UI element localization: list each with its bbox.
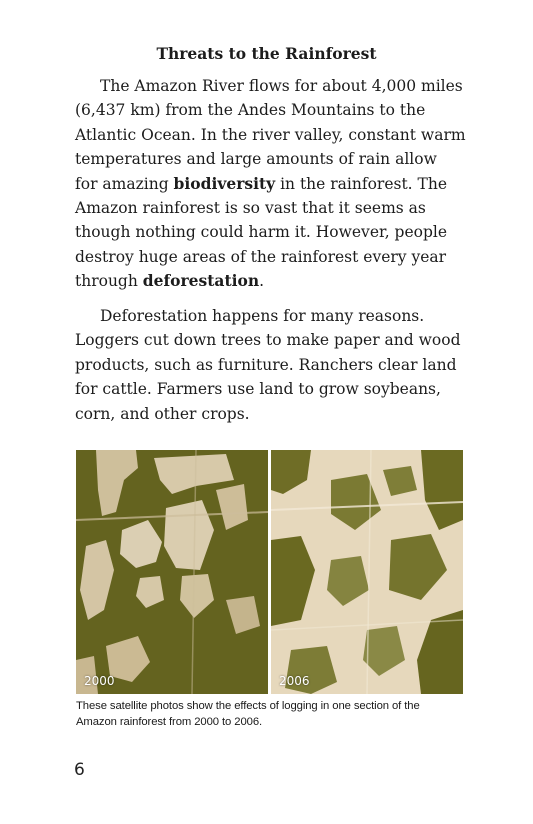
satellite-image-2006-icon xyxy=(271,450,463,694)
paragraph-line: for cattle. Farmers use land to grow soybeans, xyxy=(75,380,441,399)
paragraph-line: corn, and other crops. xyxy=(75,404,250,423)
caption-line: Amazon rainforest from 2000 to 2006. xyxy=(76,716,263,728)
paragraph-line: temperatures and large amounts of rain allow xyxy=(75,150,437,169)
paragraph-1 xyxy=(75,74,475,294)
satellite-photo-2006 xyxy=(271,450,463,694)
page-title: Threats to the Rainforest xyxy=(156,44,377,63)
paragraph-line: though nothing could harm it. However, people xyxy=(75,223,448,242)
paragraph-line: Atlantic Ocean. In the river valley, constant warm xyxy=(75,125,466,144)
paragraph-line: The Amazon River flows for about 4,000 miles xyxy=(100,77,463,95)
satellite-photo-2000 xyxy=(76,450,268,694)
term-biodiversity: biodiversity xyxy=(173,173,276,193)
paragraph-line: products, such as furniture. Ranchers clear land xyxy=(75,355,457,374)
paragraph-line: Deforestation happens for many reasons. xyxy=(100,307,425,325)
paragraph-2 xyxy=(75,304,475,426)
paragraph-line: Loggers cut down trees to make paper and wood xyxy=(75,331,461,350)
satellite-photo-figure xyxy=(76,450,463,694)
term-deforestation: deforestation xyxy=(142,271,260,291)
paragraph-line: through deforestation. xyxy=(75,271,265,291)
paragraph-line: (6,437 km) from the Andes Mountains to the xyxy=(75,101,426,120)
figure-caption xyxy=(76,698,466,730)
photo-year-label: 2000 xyxy=(84,674,115,688)
caption-line: These satellite photos show the effects of logging in one section of the xyxy=(76,700,420,712)
paragraph-line: for amazing biodiversity in the rainforest. The xyxy=(75,173,448,193)
page-number: 6 xyxy=(74,760,85,780)
paragraph-line: destroy huge areas of the rainforest every year xyxy=(75,247,447,266)
satellite-image-2000-icon xyxy=(76,450,268,694)
paragraph-line: Amazon rainforest is so vast that it seems as xyxy=(75,199,426,218)
photo-year-label: 2006 xyxy=(279,674,310,688)
